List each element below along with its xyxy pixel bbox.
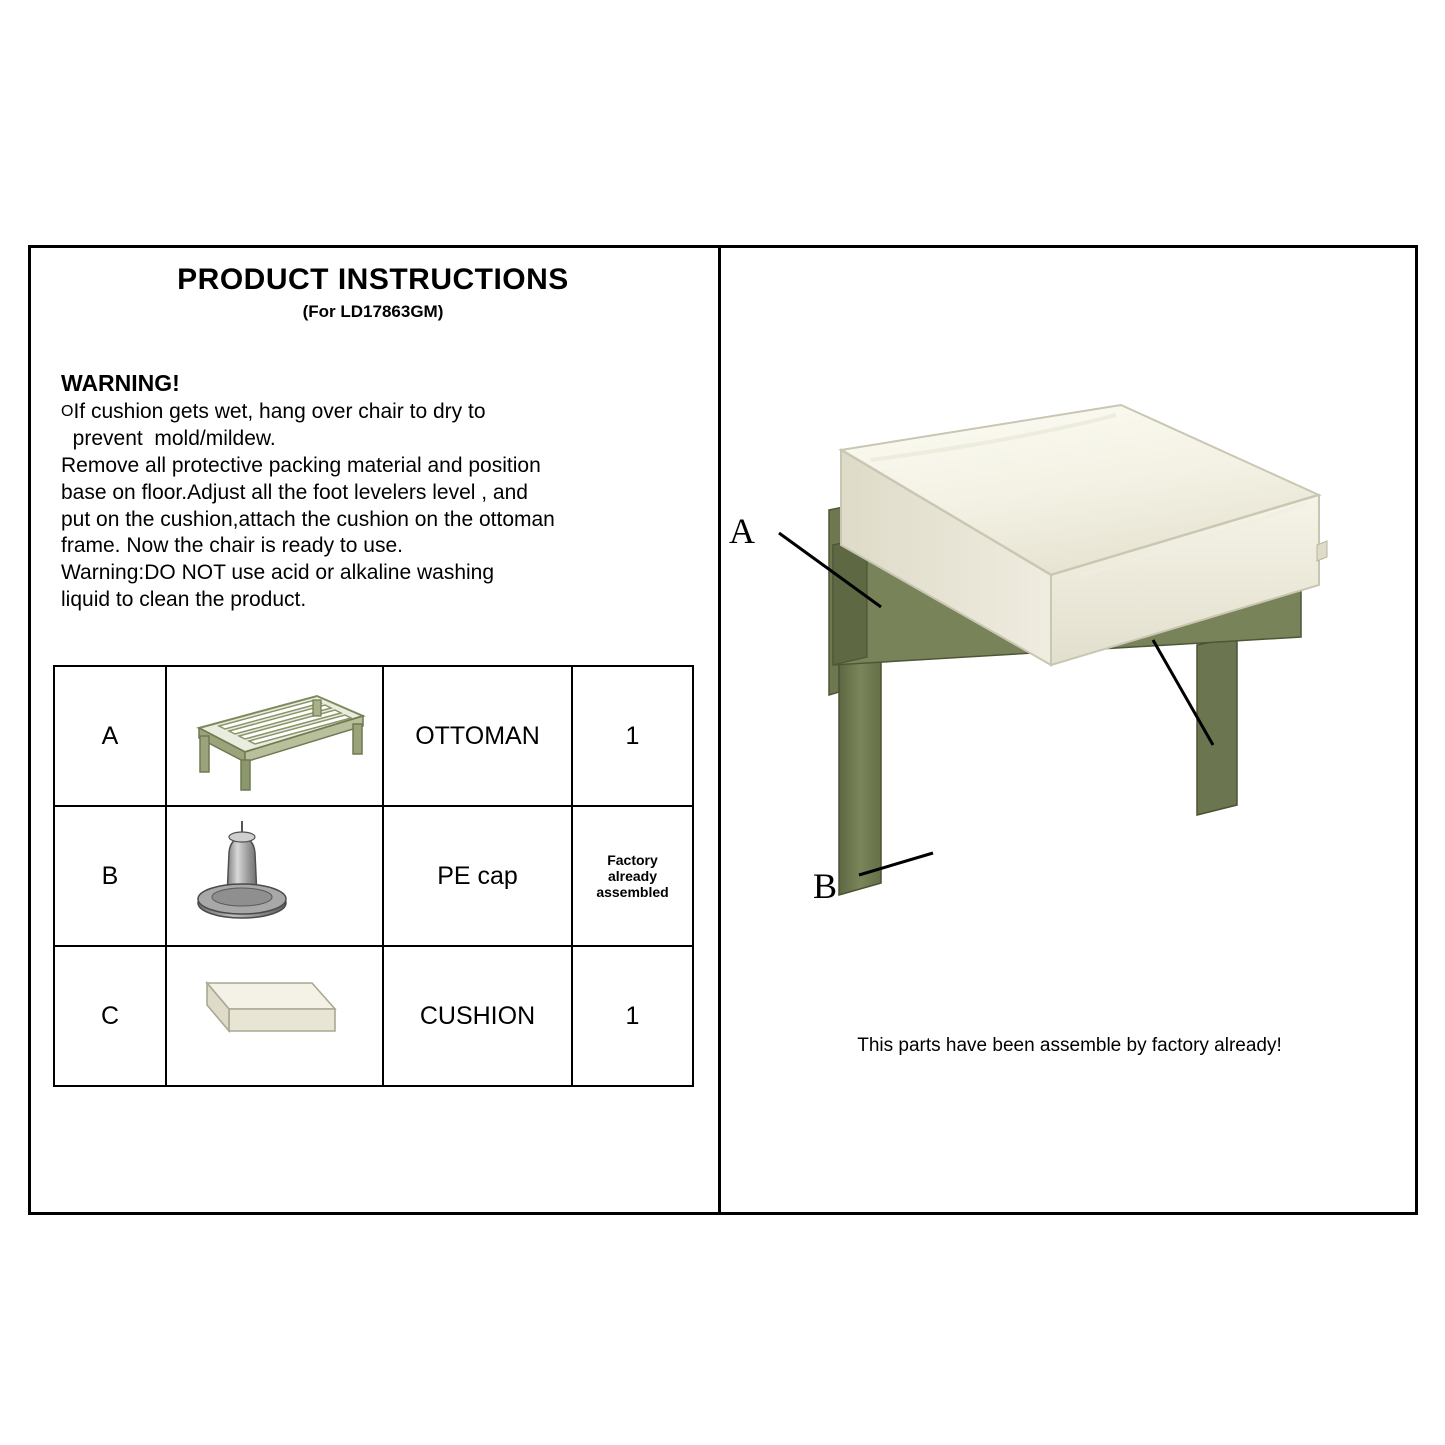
warning-bullet-line	[61, 399, 691, 426]
cushion-icon	[167, 961, 382, 1071]
circle-bullet-icon: O	[61, 403, 74, 420]
warning-line-7-row: liquid to clean the product.	[61, 588, 307, 612]
instructions-panel	[28, 245, 718, 1215]
part-name-b: PE cap	[383, 806, 572, 946]
part-qty-b-line-0: Factory	[607, 851, 658, 868]
part-letter-c: C	[54, 946, 166, 1086]
callout-label-b: B	[813, 866, 838, 906]
warning-line-5-row: frame. Now the chair is ready to use.	[61, 534, 403, 558]
ottoman-frame-icon	[167, 676, 382, 796]
part-qty-b-line-2: assembled	[596, 884, 669, 901]
part-name-a: OTTOMAN	[383, 666, 572, 806]
warning-line-1-row: prevent mold/mildew.	[61, 426, 276, 450]
diagram-panel	[721, 245, 1418, 1215]
part-image-cell-a	[166, 666, 383, 806]
warning-heading: WARNING!	[61, 370, 180, 396]
part-qty-b	[572, 806, 693, 946]
warning-line-6-row: Warning:DO NOT use acid or alkaline washing	[61, 561, 495, 585]
part-letter-b: B	[54, 806, 166, 946]
pe-cap-icon	[167, 817, 382, 935]
model-code: (For LD17863GM)	[302, 301, 444, 321]
warning-line-4-row: put on the cushion,attach the cushion on the ottoman	[61, 507, 555, 531]
part-qty-c: 1	[572, 946, 693, 1086]
part-image-cell-c	[166, 946, 383, 1086]
table-row	[54, 666, 693, 806]
part-image-cell-b	[166, 806, 383, 946]
warning-line-2-row: Remove all protective packing material and position	[61, 453, 541, 477]
factory-assembled-note: This parts have been assemble by factory already!	[857, 1035, 1282, 1056]
part-name-c: CUSHION	[383, 946, 572, 1086]
table-row	[54, 946, 693, 1086]
page-title: PRODUCT INSTRUCTIONS	[177, 263, 569, 296]
title-block	[28, 245, 718, 322]
warning-line-3-row: base on floor.Adjust all the foot levelers level , and	[61, 480, 528, 504]
part-letter-a: A	[54, 666, 166, 806]
parts-table	[53, 665, 694, 1087]
warning-line-0: If cushion gets wet, hang over chair to dry to	[73, 400, 486, 423]
table-row	[54, 806, 693, 946]
warning-block	[61, 370, 691, 614]
part-qty-a: 1	[572, 666, 693, 806]
part-qty-b-line-1: already	[607, 867, 658, 884]
callout-label-a: A	[729, 511, 755, 551]
assembled-ottoman-illustration	[721, 245, 1418, 1035]
